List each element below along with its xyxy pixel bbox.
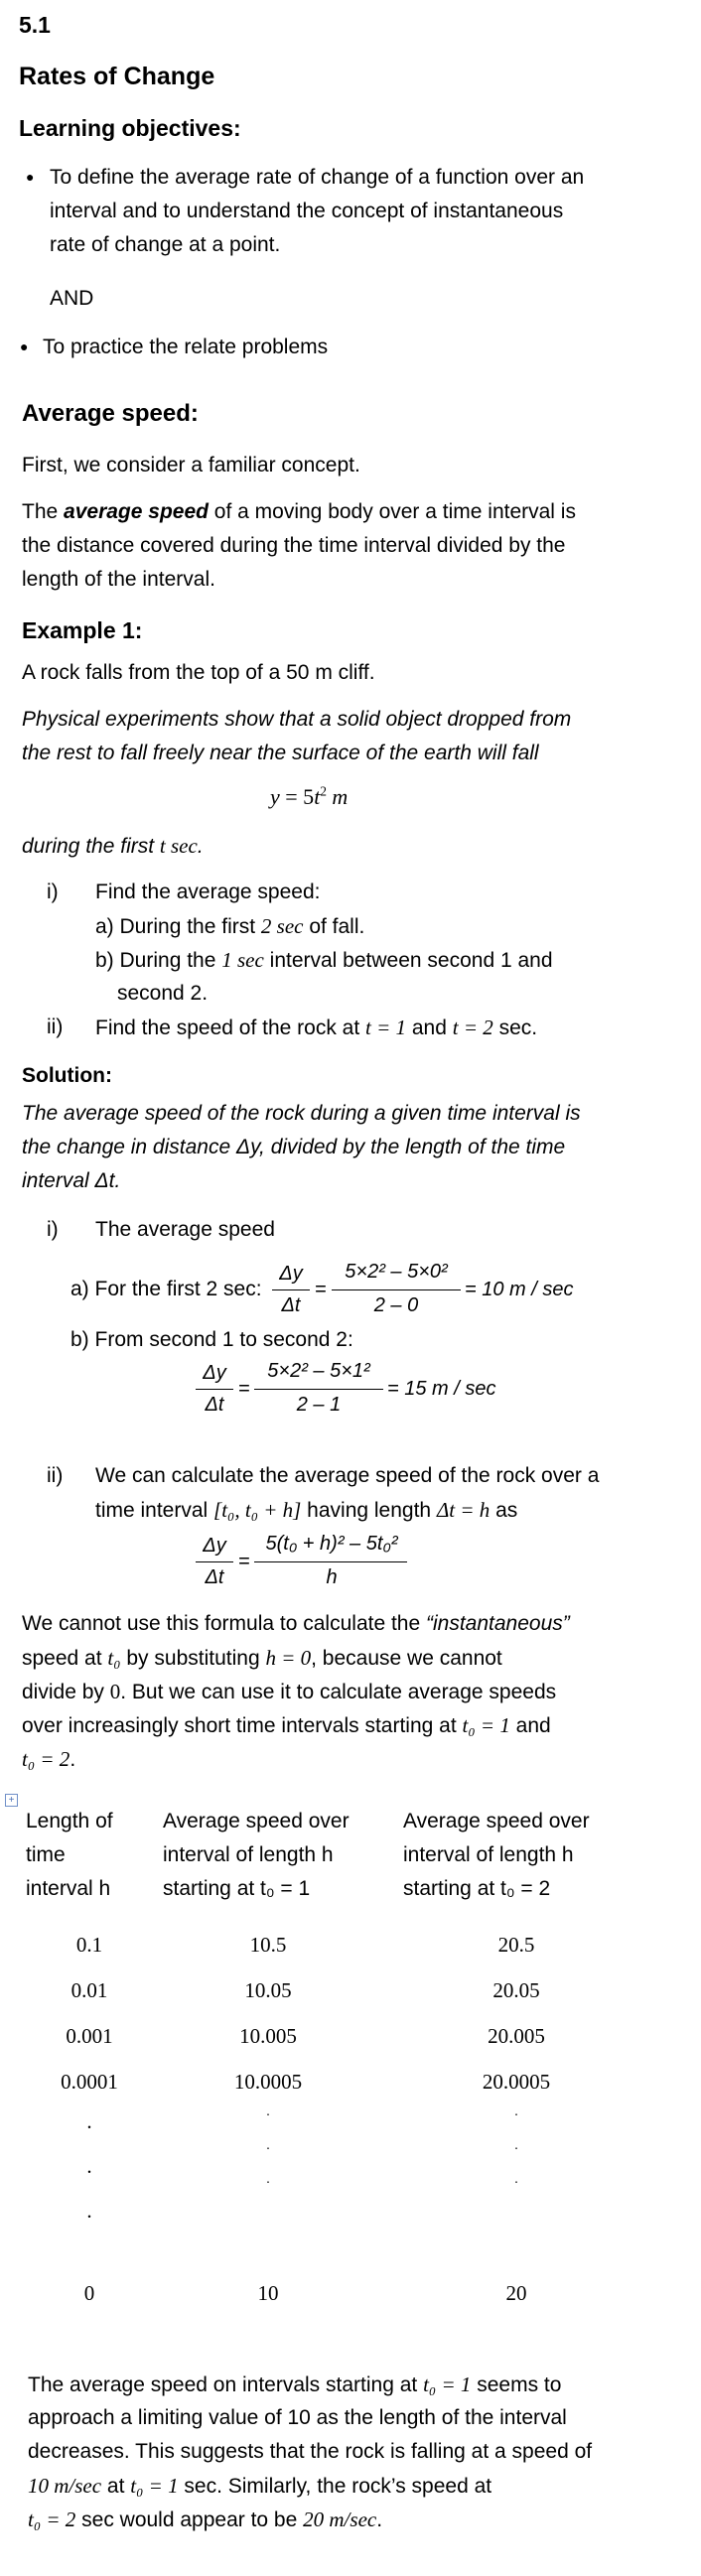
table-cell: 0.0001 (61, 2070, 118, 2094)
bullet-icon: ● (20, 339, 29, 354)
table-cell: 20.05 (492, 1978, 540, 2002)
fraction-numerator: Δy (203, 1362, 226, 1384)
table-header: starting at t₀ = 1 (163, 1877, 311, 1900)
table-header: Length of (26, 1810, 113, 1832)
fraction-denominator: Δt (205, 1394, 224, 1416)
equals-sign: = (315, 1279, 327, 1300)
paragraph-line: t₀ = 2. (22, 1747, 76, 1771)
fraction-numerator: 5×2² – 5×0² (345, 1261, 448, 1283)
table-limit-cell: 0 (83, 2281, 95, 2305)
definition-line: length of the interval. (22, 568, 215, 591)
table-cell: 20.005 (488, 2024, 545, 2048)
table-ellipsis-dot: . (514, 2138, 518, 2153)
section-number: 5.1 (19, 12, 51, 38)
table-header: interval h (26, 1877, 111, 1900)
solution-text: We can calculate the average speed of the rock over a (95, 1464, 600, 1487)
table-cell: 10.0005 (233, 2070, 303, 2094)
paragraph-line: divide by 0. But we can use it to calculate average speeds (22, 1680, 557, 1703)
table-ellipsis-dot: . (266, 2172, 270, 2187)
paragraph-line: the rest to fall freely near the surface of the earth will fall (22, 742, 539, 764)
fraction-denominator: Δt (281, 1294, 301, 1316)
table-limit-cell: 10 (257, 2281, 279, 2305)
bullet-icon: ● (26, 169, 35, 185)
fraction-bar (332, 1289, 461, 1290)
table-header: interval of length h (403, 1843, 574, 1866)
table-cell: 0.001 (66, 2024, 113, 2048)
table-ellipsis-dot: . (86, 2199, 92, 2223)
objective-line: To define the average rate of change of a function over an (50, 166, 585, 189)
table-move-handle-icon[interactable]: + (5, 1794, 18, 1807)
objective-line: interval and to understand the concept of instantaneous (50, 200, 564, 222)
conclusion-line: t₀ = 2 sec would appear to be 20 m/sec. (28, 2508, 383, 2531)
fraction-bar (196, 1389, 233, 1390)
fraction-denominator: 2 – 0 (373, 1294, 419, 1316)
question-text: a) During the first 2 sec of fall. (95, 914, 365, 938)
table-cell: 0.1 (75, 1933, 103, 1957)
conclusion-line: 10 m/sec at t₀ = 1 sec. Similarly, the rock’s speed at (28, 2474, 492, 2498)
list-marker: ii) (47, 1016, 64, 1038)
definition-line: the distance covered during the time interval divided by the (22, 534, 566, 557)
question-text: second 2. (117, 982, 209, 1005)
question-text: Find the speed of the rock at t = 1 and t = 2 sec. (95, 1016, 538, 1039)
table-ellipsis-dot: . (514, 2104, 518, 2119)
paragraph-line: Physical experiments show that a solid object dropped from (22, 708, 572, 731)
equals-sign: = (238, 1551, 250, 1572)
example-heading: Example 1: (22, 617, 143, 643)
table-header: interval of length h (163, 1843, 334, 1866)
table-limit-cell: 20 (505, 2281, 527, 2305)
table-cell: 0.01 (70, 1978, 108, 2002)
solution-line: The average speed of the rock during a given time interval is (22, 1102, 581, 1125)
conclusion-line: The average speed on intervals starting at t₀ = 1 seems to (28, 2373, 562, 2396)
solution-text: The average speed (95, 1218, 275, 1241)
table-cell: 10.5 (249, 1933, 287, 1957)
list-marker: i) (47, 1218, 59, 1241)
table-cell: 10.05 (244, 1978, 292, 2002)
fraction-bar (272, 1289, 310, 1290)
objective-line: To practice the relate problems (43, 336, 329, 358)
objective-line: rate of change at a point. (50, 233, 281, 256)
solution-line: the change in distance Δy, divided by the length of the time (22, 1136, 566, 1158)
paragraph-line: speed at t₀ by substituting h = 0, because we cannot (22, 1646, 502, 1670)
fraction-numerator: 5(t₀ + h)² – 5t₀² (265, 1533, 398, 1555)
solution-heading: Solution: (22, 1064, 112, 1087)
fraction-a-label: a) For the first 2 sec: (70, 1278, 262, 1300)
equals-sign: = (238, 1378, 250, 1400)
paragraph-line: during the first t sec. (22, 834, 204, 858)
average-speed-heading: Average speed: (22, 400, 199, 427)
fraction-numerator: 5×2² – 5×1² (267, 1360, 370, 1382)
paragraph-line: A rock falls from the top of a 50 m cliff. (22, 661, 375, 684)
table-cell: 20.0005 (482, 2070, 551, 2094)
and-text: AND (50, 287, 94, 310)
table-ellipsis-dot: . (266, 2138, 270, 2153)
table-ellipsis-dot: . (86, 2154, 92, 2178)
question-text: Find the average speed: (95, 881, 321, 903)
list-marker: i) (47, 881, 59, 903)
table-header: starting at t₀ = 2 (403, 1877, 551, 1900)
table-cell: 10.005 (239, 2024, 297, 2048)
fraction-denominator: 2 – 1 (296, 1394, 342, 1416)
solution-text: time interval [t₀, t₀ + h] having length Δt = h as (95, 1498, 518, 1522)
table-header: Average speed over (163, 1810, 350, 1832)
table-header: time (26, 1843, 66, 1866)
table-ellipsis-dot: . (266, 2104, 270, 2119)
fraction-numerator: Δy (279, 1263, 303, 1285)
solution-line: interval Δt. (22, 1169, 121, 1192)
paragraph-line: over increasingly short time intervals starting at t₀ = 1 and (22, 1713, 551, 1737)
paragraph-line: We cannot use this formula to calculate the “instantaneous” (22, 1612, 570, 1635)
fraction-result: = 15 m / sec (387, 1378, 496, 1400)
conclusion-line: decreases. This suggests that the rock is falling at a speed of (28, 2440, 593, 2463)
fraction-b-label: b) From second 1 to second 2: (70, 1328, 353, 1351)
fraction-bar (254, 1561, 407, 1562)
list-marker: ii) (47, 1464, 64, 1487)
question-text: b) During the 1 sec interval between second 1 and (95, 948, 553, 972)
fraction-denominator: Δt (205, 1566, 224, 1588)
definition-line: The average speed of a moving body over a time interval is (22, 500, 576, 523)
fall-equation: $y = 5t^2$ m (270, 783, 349, 809)
fraction-bar (254, 1389, 383, 1390)
objectives-heading: Learning objectives: (19, 115, 241, 141)
table-header: Average speed over (403, 1810, 590, 1832)
page-title: Rates of Change (19, 63, 215, 90)
paragraph-line: First, we consider a familiar concept. (22, 454, 360, 476)
conclusion-line: approach a limiting value of 10 as the length of the interval (28, 2406, 567, 2429)
table-ellipsis-dot: . (86, 2109, 92, 2133)
table-ellipsis-dot: . (514, 2172, 518, 2187)
fraction-denominator: h (326, 1566, 338, 1588)
fraction-result: = 10 m / sec (465, 1279, 574, 1300)
table-cell: 20.5 (497, 1933, 535, 1957)
fraction-numerator: Δy (203, 1535, 226, 1557)
fraction-bar (196, 1561, 233, 1562)
